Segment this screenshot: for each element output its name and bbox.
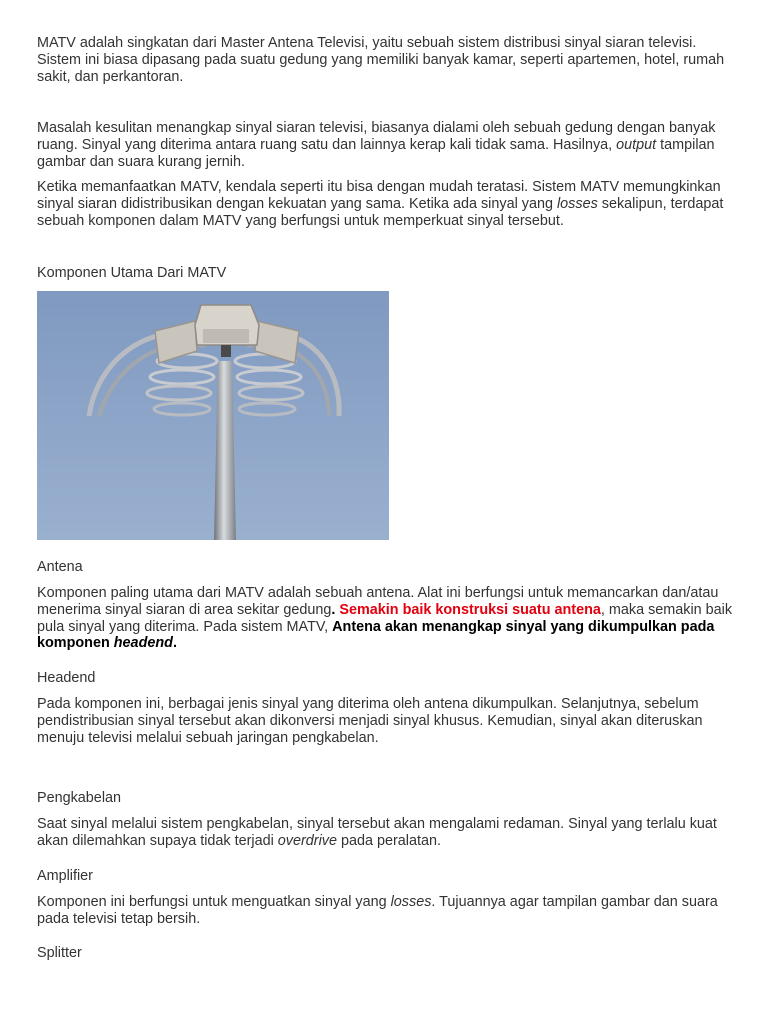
amplifier-text-em: losses — [390, 894, 432, 910]
components-heading: Komponen Utama Dari MATV — [37, 265, 227, 281]
intro-paragraph-3 — [37, 179, 737, 229]
intro-text-3-em: losses — [556, 195, 598, 212]
intro-text-2-em: output — [616, 136, 657, 153]
pengkabelan-text-b: pada peralatan. — [336, 832, 442, 849]
intro-text-2b: tampilan gambar dan suara kurang jernih. — [37, 136, 715, 170]
intro-text-3b: sekalipun, terdapat sebuah komponen dalam MATV yang berfungsi untuk memperkuat sinyal tersebut. — [37, 195, 724, 229]
amplifier-text-b: . Tujuannya agar tampilan gambar dan suara pada televisi tetap bersih. — [37, 894, 718, 927]
amplifier-text-a: Komponen ini berfungsi untuk menguatkan sinyal yang — [37, 894, 391, 910]
intro-text-1: MATV adalah singkatan dari Master Antena Televisi, yaitu sebuah sistem distribusi sinyal siaran televisi. Sistem ini biasa dipasang pada suatu gedung yang memiliki banyak kamar, seperti apartemen, hotel, rumah sakit, dan perkantoran. — [37, 35, 725, 85]
headend-paragraph — [37, 696, 737, 746]
pengkabelan-text-em: overdrive — [277, 832, 337, 849]
antena-highlight-red: Semakin baik konstruksi suatu antena — [335, 601, 601, 618]
antena-text-dot: . — [331, 601, 336, 618]
antena-highlight-bold: Antena akan menangkap sinyal yang dikumpulkan pada komponen — [37, 618, 715, 652]
antena-highlight-bold-em: headend — [113, 635, 173, 652]
pengkabelan-text-a: Saat sinyal melalui sistem pengkabelan, sinyal tersebut akan mengalami redaman. Sinyal yang terlalu kuat akan dilemahkan supaya tidak terjadi — [37, 816, 717, 849]
antena-paragraph — [37, 585, 737, 652]
antena-text-b: , maka semakin baik pula sinyal yang diterima. Pada sistem MATV, — [37, 601, 733, 635]
antena-text-end: . — [172, 635, 177, 652]
pengkabelan-paragraph — [37, 816, 737, 850]
headend-text: Pada komponen ini, berbagai jenis sinyal yang diterima oleh antena dikumpulkan. Selanjutnya, sebelum pendistribusian sinyal tersebut akan dikonversi menjadi sinyal khusus. Kemudian, sinyal akan diteruskan menuju televisi melalui sebuah jaringan pengkabelan. — [37, 696, 703, 746]
pengkabelan-heading: Pengkabelan — [37, 790, 122, 806]
amplifier-heading: Amplifier — [37, 868, 93, 884]
antena-heading: Antena — [37, 559, 83, 575]
amplifier-paragraph — [37, 894, 737, 928]
intro-paragraph-1 — [37, 35, 737, 85]
splitter-heading: Splitter — [37, 945, 82, 961]
headend-heading: Headend — [37, 670, 96, 686]
antenna-illustration — [37, 291, 389, 540]
antenna-photo — [37, 291, 389, 540]
antena-text-a: Komponen paling utama dari MATV adalah sebuah antena. Alat ini berfungsi untuk memancarkan dan/atau menerima sinyal siaran di area sekitar gedung — [37, 585, 719, 618]
intro-text-3a: Ketika memanfaatkan MATV, kendala seperti itu bisa dengan mudah teratasi. Sistem MATV memungkinkan sinyal siaran didistribusikan dengan kekuatan yang sama. Ketika ada sinyal yang — [37, 179, 721, 212]
intro-paragraph-2 — [37, 120, 737, 170]
intro-text-2a: Masalah kesulitan menangkap sinyal siaran televisi, biasanya dialami oleh sebuah gedung dengan banyak ruang. Sinyal yang diterima antara ruang satu dan lainnya kerap kali tidak sama. Hasilnya, — [37, 120, 716, 153]
